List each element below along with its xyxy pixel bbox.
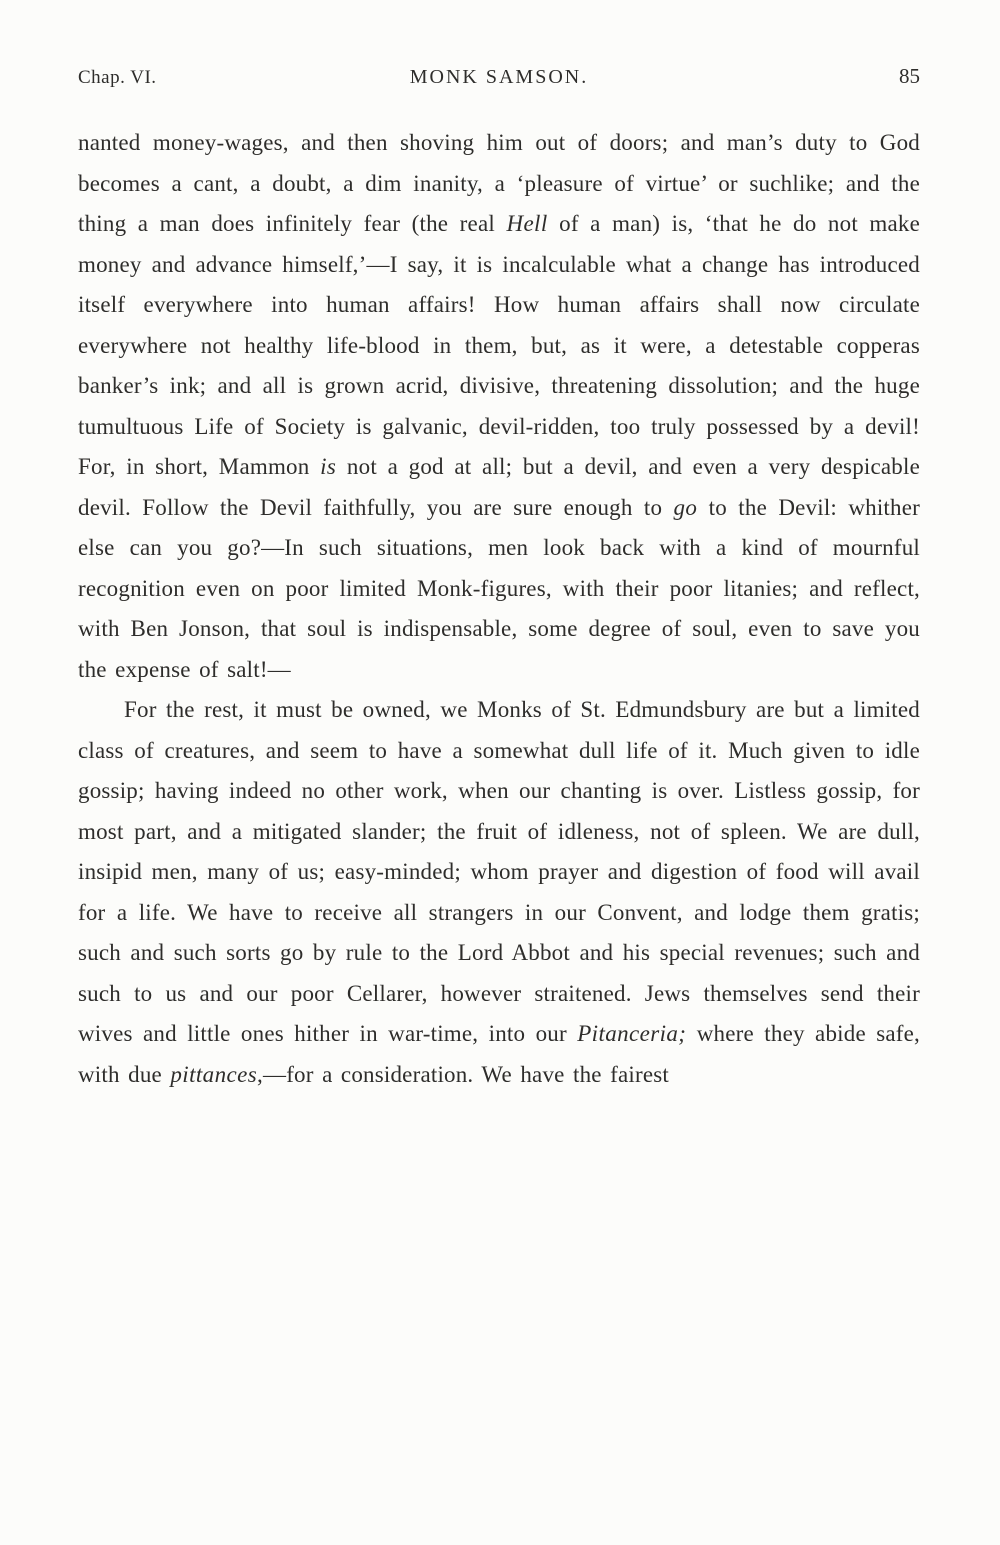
- text-run: ,—for a consideration. We have the fairest: [257, 1061, 670, 1087]
- text-run: For the rest, it must be owned, we Monks of St. Edmundsbury are but a limited class of creatures, and seem to have a somewhat dull life of it. Much given to idle gossip; having indeed no other work, when our chanting is over. Listless gossip, for most part, and a mitigated slander; the fruit of idleness, not of spleen. We are dull, insipid men, many of us; easy-minded; whom prayer and digestion of food will avail for a life. We have to receive all strangers in our Convent, and lodge them gratis; such and such sorts go by rule to the Lord Abbot and his special revenues; such and such to us and our poor Cellarer, however straitened. Jews themselves send their wives and little ones hither in war-time, into our: [78, 697, 920, 1046]
- page-number: 85: [899, 64, 920, 88]
- text-run: where they abide safe, with due: [78, 1021, 921, 1087]
- text-run: not a god at all; but a devil, and even a very despicable devil. Follow the Devil faithfully, you are sure enough to: [78, 454, 921, 520]
- text-run: to the Devil: whither else can you go?—In such situations, men look back with a kind of mournful recognition even on poor limited Monk-figures, with their poor litanies; and reflect, with Ben Jonson, that soul is indispensable, some degree of soul, even to save you the expense of salt!—: [78, 494, 920, 682]
- italic-run: pittances: [170, 1061, 258, 1087]
- text-run: of a man) is, ‘that he do not make money and advance himself,’—I say, it is incalculable what a change has introduced itself everywhere into human affairs! How human affairs shall now circulate everywhere not healthy life-blood in them, but, as it were, a detestable copperas banker’s ink; and all is grown acrid, divisive, threatening dissolution; and the huge tumultuous Life of Society is galvanic, devil-ridden, too truly possessed by a devil! For, in short, Mammon: [78, 211, 920, 479]
- running-title: MONK SAMSON.: [409, 66, 589, 88]
- text-body: [78, 123, 920, 1095]
- italic-run: Pitanceria;: [577, 1021, 687, 1046]
- page-header: [78, 64, 920, 89]
- paragraph: [78, 123, 920, 690]
- italic-run: go: [673, 494, 698, 520]
- italic-run: is: [320, 454, 337, 479]
- paragraph: [78, 690, 920, 1095]
- text-run: nanted money-wages, and then shoving him out of doors; and man’s duty to God becomes a cant, a doubt, a dim inanity, a ‘pleasure of virtue’ or suchlike; and the thing a man does infinitely fear (the real: [78, 130, 920, 236]
- italic-run: Hell: [506, 211, 548, 236]
- chapter-label: Chap. VI.: [78, 67, 157, 88]
